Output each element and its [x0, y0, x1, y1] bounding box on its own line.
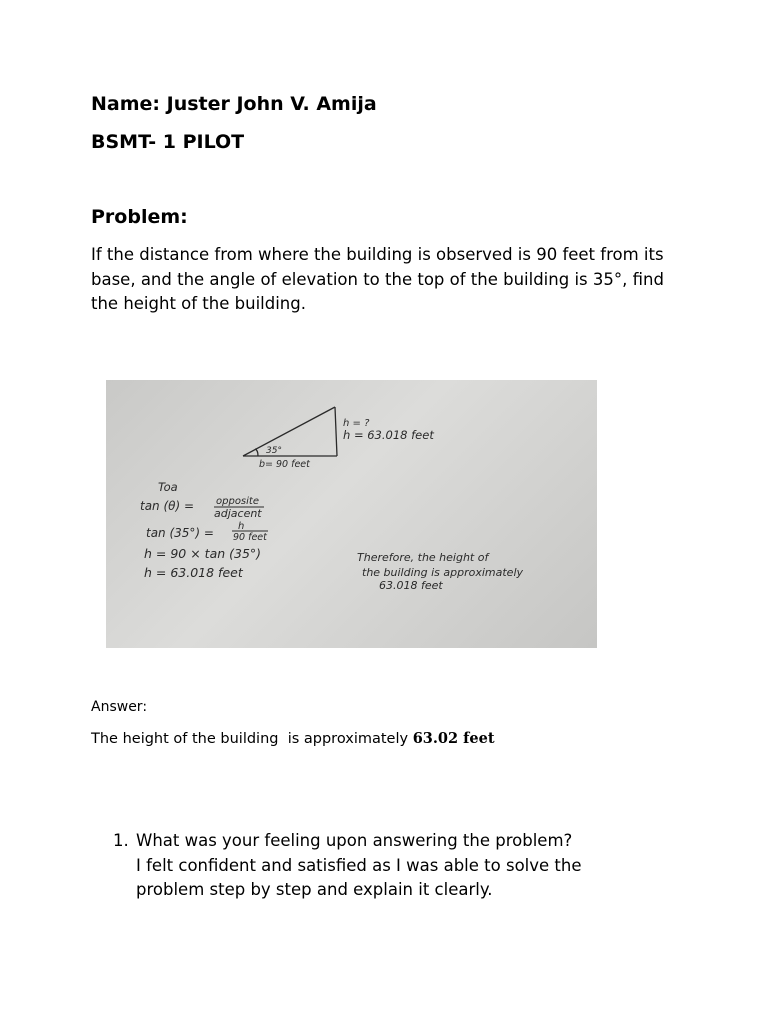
conclusion-line-3: 63.018 feet — [379, 579, 443, 592]
conclusion-line-1: Therefore, the height of — [357, 551, 489, 564]
answer-text: The height of the building is approximately — [91, 731, 413, 747]
height-unknown-label: h = ? — [343, 418, 370, 429]
step1-denominator: 90 feet — [233, 532, 267, 543]
answer-label: Answer: — [91, 699, 148, 715]
answer-value: 63.02 feet — [412, 730, 495, 747]
handwritten-solution-drawing — [106, 380, 597, 648]
problem-heading: Problem: — [91, 206, 188, 228]
reflection-number: 1. — [113, 831, 129, 850]
formula-numerator: opposite — [216, 496, 259, 507]
triangle-height-side — [335, 407, 337, 456]
step1-numerator: h — [238, 521, 245, 532]
step2: h = 90 × tan (35°) — [144, 546, 262, 561]
toa-title: Toa — [158, 480, 178, 494]
reflection-question: What was your feeling upon answering the problem? — [136, 831, 573, 850]
reflection-response: I felt confident and satisfied as I was able to solve the problem step by step and explain it clearly. — [136, 855, 582, 899]
height-value-label: h = 63.018 feet — [343, 428, 434, 442]
formula-denominator: adjacent — [214, 507, 262, 520]
formula-lhs: tan (θ) = — [140, 499, 195, 513]
triangle-hypotenuse — [243, 407, 335, 456]
angle-label: 35° — [266, 446, 282, 456]
right-triangle-diagram — [243, 407, 337, 456]
step3: h = 63.018 feet — [144, 565, 243, 580]
reflection-list-item — [113, 829, 643, 903]
student-name: Name: Juster John V. Amija — [91, 93, 377, 115]
answer-sentence — [91, 730, 495, 747]
step1-lhs: tan (35°) = — [146, 526, 214, 540]
problem-statement: If the distance from where the building is observed is 90 feet from its base, and the angle of elevation to the top of the building is 35°, find the height of the building. — [91, 245, 664, 313]
handwritten-solution-photo — [106, 380, 597, 648]
conclusion-line-2: the building is approximately — [362, 566, 524, 579]
base-label: b= 90 feet — [259, 459, 310, 470]
course-section: BSMT- 1 PILOT — [91, 131, 245, 153]
